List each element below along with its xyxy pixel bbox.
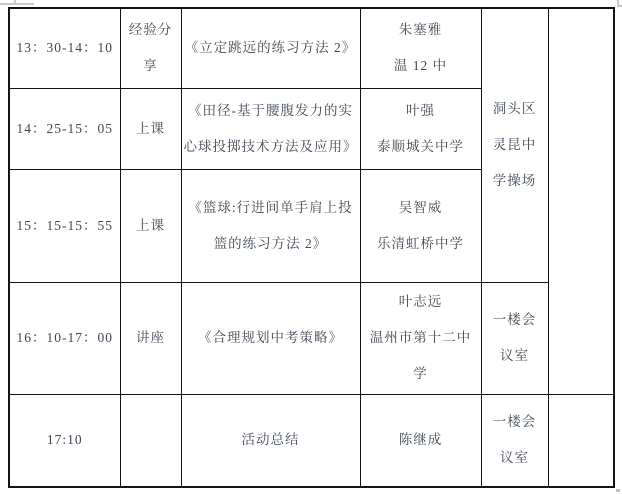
notes-cell-merged: [548, 8, 614, 394]
presenter-cell: [360, 169, 481, 282]
presenter-cell: [360, 88, 481, 169]
venue-cell: [481, 394, 548, 487]
cropped-gridline-top-left-horizontal: [0, 3, 34, 5]
activity-cell: [120, 394, 181, 487]
venue-cell: [481, 282, 548, 394]
activity-text: 上课: [136, 120, 165, 136]
presenter-cell: [360, 282, 481, 394]
presenter-name: 陈继成: [398, 432, 443, 448]
time-cell: [9, 8, 120, 88]
presenter-name: 叶强: [406, 102, 435, 118]
lesson-title-text: 心球投掷技术方法及应用》: [183, 138, 358, 154]
activity-text: 经验分: [128, 22, 173, 38]
presenter-school: 学: [413, 366, 428, 381]
activity-text: 享: [143, 58, 158, 74]
table-row-4: [9, 282, 614, 394]
activity-text: 上课: [136, 217, 165, 233]
activity-cell: [120, 169, 181, 282]
table-row-1: [9, 8, 614, 88]
activity-cell: [120, 88, 181, 169]
content-cell: [181, 394, 360, 487]
time-cell: [9, 88, 120, 169]
time-cell: [9, 169, 120, 282]
content-cell: [181, 8, 360, 88]
venue-text: 议室: [500, 450, 529, 466]
venue-text: 学操场: [492, 173, 537, 189]
presenter-name: 吴智威: [398, 199, 443, 215]
presenter-name: 叶志远: [398, 294, 443, 309]
activity-cell: [120, 282, 181, 394]
time-text: 15：15-15：55: [16, 217, 113, 233]
cropped-gridline-top-left-vertical: [14, 0, 16, 4]
content-cell: [181, 169, 360, 282]
presenter-school: 乐清虹桥中学: [377, 235, 464, 251]
venue-text: 洞头区: [492, 101, 537, 117]
time-text: 17:10: [46, 432, 83, 448]
notes-cell: [548, 394, 614, 487]
time-text: 13：30-14：10: [16, 40, 113, 56]
cropped-gridline-top-right-horizontal: [617, 5, 622, 7]
activity-cell: [120, 8, 181, 88]
lecture-title-text: 《合理规划中考策略》: [198, 330, 343, 345]
lesson-title-text: 《田径-基于腰腹发力的实: [188, 102, 353, 118]
time-cell: [9, 394, 120, 487]
table-row-5: [9, 394, 614, 487]
content-cell: [181, 88, 360, 169]
venue-text: 灵昆中: [492, 137, 537, 153]
lesson-title-text: 篮的练习方法 2》: [213, 235, 328, 251]
presenter-school: 温 12 中: [393, 58, 448, 74]
cropped-mark-bottom-right: [616, 489, 620, 492]
content-cell: [181, 282, 360, 394]
activity-text: 讲座: [136, 330, 165, 345]
venue-text: 一楼会: [492, 414, 537, 430]
summary-text: 活动总结: [241, 432, 300, 448]
schedule-table: [8, 7, 615, 488]
time-text: 14：25-15：05: [16, 120, 113, 136]
lesson-title-text: 《立定跳远的练习方法 2》: [184, 40, 357, 56]
time-text: 16：10-17：00: [16, 330, 113, 345]
lesson-title-text: 《篮球:行进间单手肩上投: [188, 199, 353, 215]
venue-cell-merged: [481, 8, 548, 282]
presenter-school: 温州市第十二中: [369, 330, 472, 345]
presenter-school: 泰顺城关中学: [377, 138, 464, 154]
venue-text: 议室: [500, 348, 529, 363]
time-cell: [9, 282, 120, 394]
venue-text: 一楼会: [492, 312, 537, 327]
presenter-name: 朱塞雅: [398, 22, 443, 38]
presenter-cell: [360, 394, 481, 487]
presenter-cell: [360, 8, 481, 88]
